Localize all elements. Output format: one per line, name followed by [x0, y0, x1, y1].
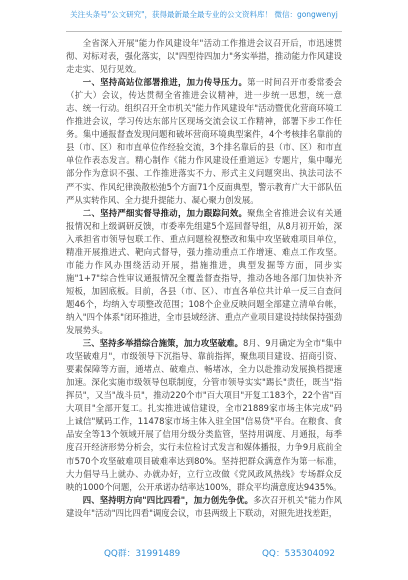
section-2-paragraph	[66, 207, 342, 337]
document-body	[66, 37, 342, 520]
intro-paragraph: 全省深入开展"能力作风建设年"活动工作推进会议召开后，市迅速贯彻、对标对表，强化落实，以"四型待四加力"务实举措，推动能力作风建设走走实、见行见效。	[66, 38, 342, 75]
section-1-heading: 一、坚持高站位部署推进，加力传导压力。	[82, 77, 248, 88]
section-1-paragraph	[66, 76, 342, 206]
section-4-paragraph	[66, 494, 342, 520]
section-1-text: 第一时间召开市委常委会（扩大）会议，传达贯彻全省推进会议精神，进一步统一思想，统一意志、统一行动。组织召开全市机关"能力作风建设年"活动暨优化营商环境工作推进会议，学习传达东部片区现场交流会议工作精神，部署下步工作任务。集中通报督查发现问题和破坏营商环境典型案件，4个考核排名靠前的县（市、区）和市直单位作经验交流，3个排名靠后的县（市、区）和市直单位作表态发言。精心制作《能力作风建设任重道远》专题片，集中曝光部分作为意识不强、工作推进落实不力、形式主义问题突出、执法司法不严不实、作风纪律涣散松弛5个方面71个反面典型，警示教育广大干部队伍严从实转作风、全力提升提能力、凝心聚力创发展。	[66, 77, 343, 205]
section-4-text: 多次召开机关"能力作风建设年"活动"四比四看"调度会议，市县两级上下联动，对照先进找差距，	[66, 494, 342, 518]
section-2-heading: 二、坚持严细实督导推动，加力跟踪问效。	[82, 207, 248, 218]
section-2-text: 聚焦全省推进会议有关通报情况和上级调研反馈，市委率先组建5个巡回督导组，从8月初开始，深入承担省市领导包联工作、重点问题检视整改和集中攻坚破难项目单位，精准开展推进式、靶向式督导，强力推动重点工作增速、难点工作攻坚。市能力作风办围绕活动开展，措施推进，典型发掘等方面，同步实施"1+7"综合性审议通报情况全覆盖督查指导，推动各地各部门加快补齐短板，加固底板。目前，各县（市、区）、市直各单位共计单一反三自查问题46个，均纳入专项整改范围；108个企业反映问题全部建立清单台帐，纳入"四个体系"闭环推进，全市县域经济、重点产业项目建设持续保持强劲发展势头。	[66, 207, 343, 336]
qq-contact: QQ：535304092	[262, 549, 336, 559]
section-3-text: 8月、9月确定为全市"集中攻坚破难月"，市级领导下沉指导、靠前指挥，聚焦项目建设、招商引资、要素保障等方面，通堵点、破难点、畅堵冰，全力以赴推动发展换档提速加速。深化实施市级领导包联制度，分管市领导实实"踢长"责任，既当"指挥员"，又当"战斗员"，推动220个市"百大项目"开复工183个，22个省"百大项目"全部开复工。扎实推进诚信建设，全市21889家市场主体完成"码上诚信"赋码工作，11478家市场主体入驻全国"信易贷"平台。在粮食、食品安全等13个领域开展了信用分级分类监管，坚持用调度、月通报，每季度召开经济形势分析会，实行未位检讨式发言和媒体播报，力争9月底前全市570个攻坚破难项目破难率达到80%。坚持把群众满意作为第一标准，大力倡导马上就办、办就办好，立行立改做《党风政风热线》专场群众反映的1000个问题，公开承诺办结率达100%，群众平均满意度达9435%。	[66, 338, 342, 492]
section-4-heading: 四、坚持明方向"四比四看"，加力创先争优。	[82, 494, 254, 505]
qq-group-contact: QQ群：31991489	[104, 549, 181, 559]
header-banner: 关注头条号"公文研究"，获得最新最全最专业的公文资料库！ 微信：gongwenyj	[70, 10, 338, 19]
section-3-heading: 三、坚持多举措综合施策，加力攻坚破难。	[82, 338, 244, 349]
section-3-paragraph	[66, 337, 342, 494]
header-divider	[66, 31, 342, 32]
